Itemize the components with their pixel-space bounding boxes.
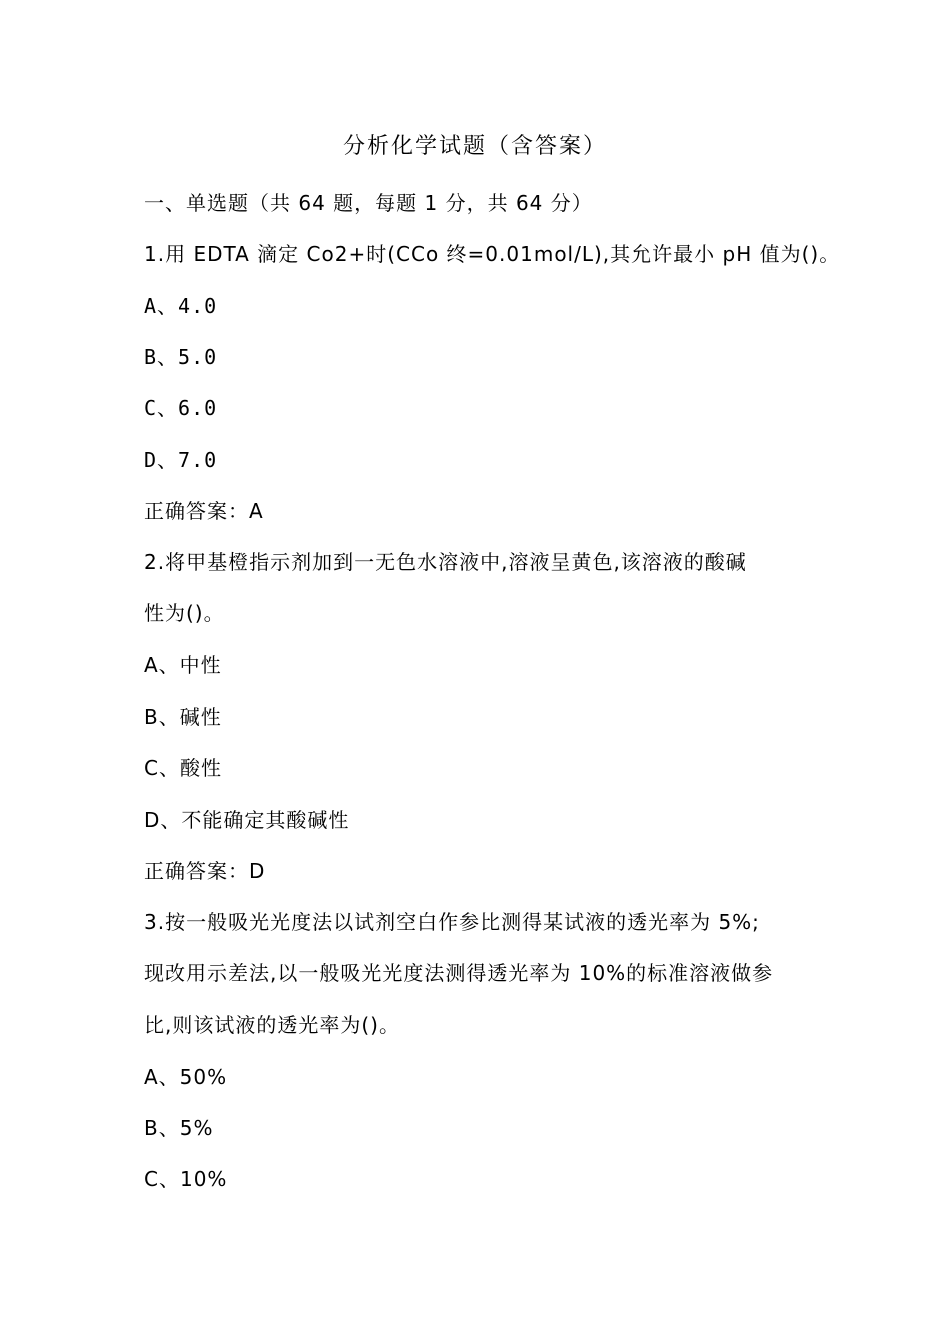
section-heading: 一、单选题（共 64 题，每题 1 分，共 64 分）: [144, 191, 593, 215]
question-2-option-a: A、中性: [144, 653, 222, 677]
question-1-option-b: B、5.0: [144, 345, 218, 369]
question-2-stem-line-1: 2.将甲基橙指示剂加到一无色水溶液中,溶液呈黄色,该溶液的酸碱: [144, 550, 747, 574]
question-3-stem-line-2: 现改用示差法,以一般吸光光度法测得透光率为 10%的标准溶液做参: [144, 961, 774, 985]
question-2-option-d: D、不能确定其酸碱性: [144, 808, 350, 832]
page-title: 分析化学试题（含答案）: [342, 134, 607, 159]
question-3-option-a: A、50%: [144, 1065, 228, 1089]
question-3-option-b: B、5%: [144, 1116, 214, 1140]
question-1-answer: 正确答案：A: [144, 499, 264, 523]
question-3-option-c: C、10%: [144, 1167, 228, 1191]
question-1-option-a: A、4.0: [144, 294, 218, 318]
question-3-stem-line-1: 3.按一般吸光光度法以试剂空白作参比测得某试液的透光率为 5%;: [144, 910, 760, 934]
question-2-stem-line-2: 性为()。: [144, 601, 225, 625]
question-2-answer: 正确答案：D: [144, 859, 266, 883]
question-1-option-d: D、7.0: [144, 448, 218, 472]
question-1-stem: 1.用 EDTA 滴定 Co2+时(CCo 终=0.01mol/L),其允许最小 pH 值为()。: [144, 242, 841, 266]
question-2-option-b: B、碱性: [144, 705, 222, 729]
question-3-stem-line-3: 比,则该试液的透光率为()。: [144, 1013, 400, 1037]
question-2-option-c: C、酸性: [144, 756, 222, 780]
question-1-option-c: C、6.0: [144, 396, 218, 420]
